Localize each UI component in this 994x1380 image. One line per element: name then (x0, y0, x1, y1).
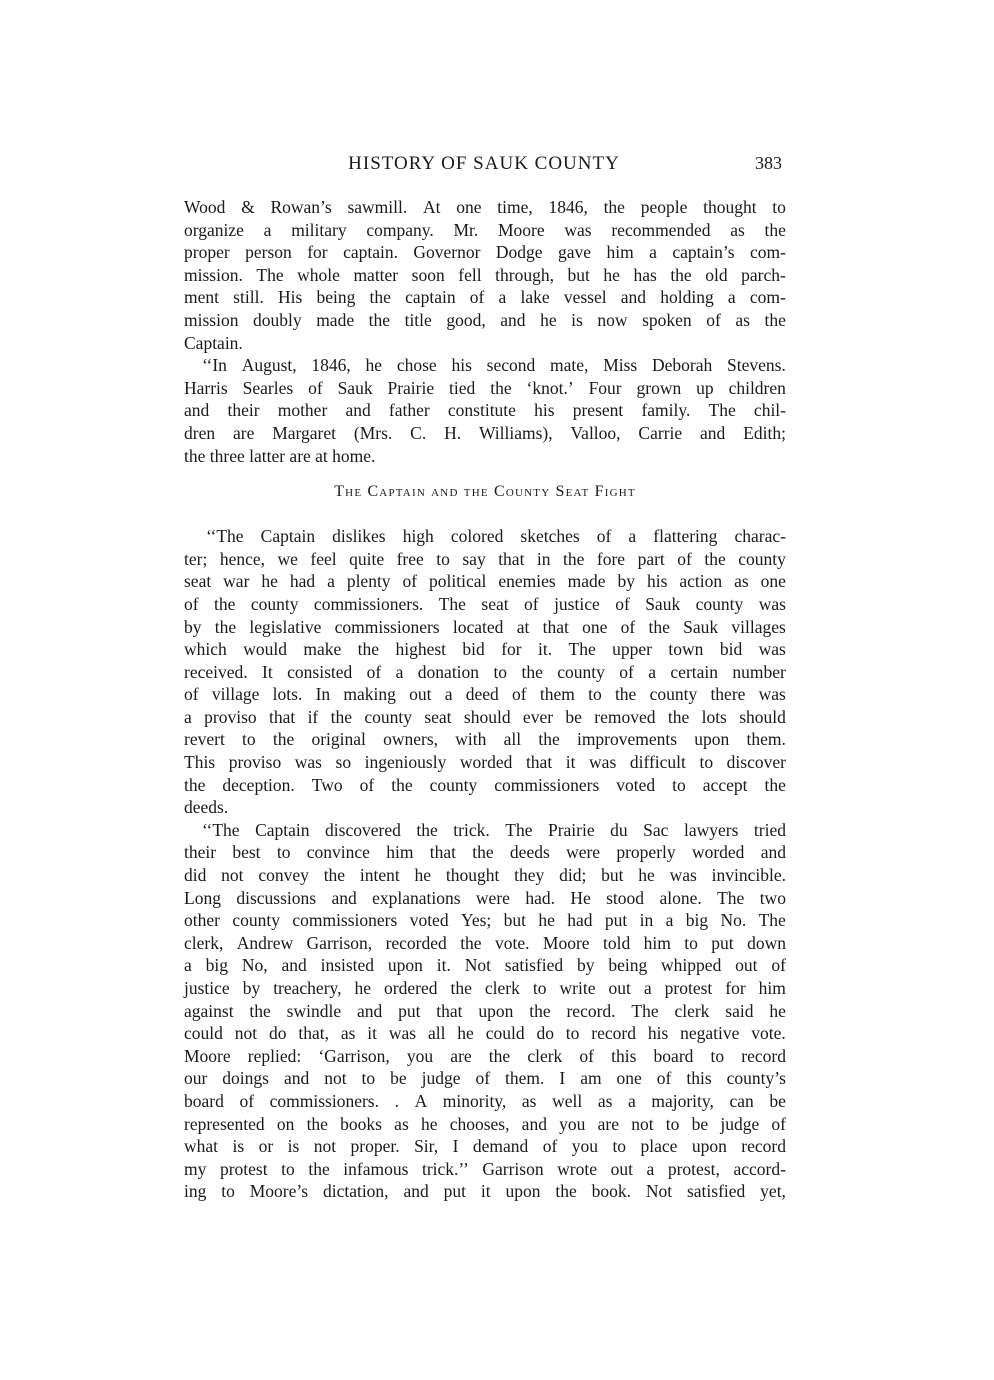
text-line: their best to convince him that the deeds were properly worded and (184, 842, 786, 863)
text-line: ‘‘In August, 1846, he chose his second mate, Miss Deborah Stevens. (202, 355, 786, 376)
text-line: represented on the books as he chooses, and you are not to be judge of (184, 1113, 786, 1134)
text-line: which would make the highest bid for it. The upper town bid was (184, 639, 786, 660)
text-line: Long discussions and explanations were had. He stood alone. The two (184, 887, 786, 908)
text-line: organize a military company. Mr. Moore was recommended as the (184, 219, 786, 240)
text-line: Wood & Rowan’s sawmill. At one time, 1846, the people thought to (184, 197, 786, 217)
paragraph-4 (184, 819, 786, 1203)
text-line: justice by treachery, he ordered the clerk to write out a protest for him (184, 978, 786, 998)
text-line: dren are Margaret (Mrs. C. H. Williams), Valloo, Carrie and Edith; (184, 422, 786, 443)
text-line: the three latter are at home. (184, 445, 376, 466)
paragraph-1 (184, 196, 786, 354)
section-heading-text: The Captain and the County Seat Fight (334, 483, 636, 501)
running-title: HISTORY OF SAUK COUNTY (348, 153, 620, 174)
text-line: proper person for captain. Governor Dodge gave him a captain’s com- (184, 242, 786, 263)
text-line: Harris Searles of Sauk Prairie tied the ‘knot.’ Four grown up children (184, 377, 786, 398)
section-heading (184, 481, 786, 503)
page-number: 383 (755, 153, 782, 173)
text-line: ‘‘The Captain dislikes high colored sketches of a flattering charac- (206, 526, 786, 547)
text-line: mission. The whole matter soon fell through, but he has the old parch- (184, 264, 786, 285)
text-line: deeds. (184, 797, 229, 818)
text-line: of the county commissioners. The seat of justice of Sauk county was (184, 593, 786, 614)
text-line: Moore replied: ‘Garrison, you are the clerk of this board to record (184, 1045, 786, 1066)
text-line: my protest to the infamous trick.’’ Garrison wrote out a protest, accord- (184, 1158, 786, 1179)
body-text (184, 196, 786, 1203)
text-line: the deception. Two of the county commissioners voted to accept the (184, 774, 786, 795)
text-line: clerk, Andrew Garrison, recorded the vote. Moore told him to put down (184, 932, 786, 953)
text-line: did not convey the intent he thought they did; but he was invincible. (184, 865, 786, 886)
text-line: a big No, and insisted upon it. Not satisfied by being whipped out of (184, 955, 786, 976)
text-line: revert to the original owners, with all the improvements upon them. (184, 729, 786, 750)
text-line: what is or is not proper. Sir, I demand of you to place upon record (184, 1136, 786, 1157)
text-line: of village lots. In making out a deed of them to the county there was (184, 684, 786, 705)
text-line: mission doubly made the title good, and he is now spoken of as the (184, 309, 786, 330)
paragraph-2 (184, 354, 786, 467)
text-line: by the legislative commissioners located at that one of the Sauk villages (184, 616, 786, 637)
text-line: ter; hence, we feel quite free to say that in the fore part of the county (184, 548, 786, 569)
text-line: ‘‘The Captain discovered the trick. The Prairie du Sac lawyers tried (202, 819, 786, 840)
text-line: Captain. (184, 332, 243, 353)
text-line: a proviso that if the county seat should ever be removed the lots should (184, 706, 786, 727)
text-line: received. It consisted of a donation to the county of a certain number (184, 661, 786, 682)
text-line: This proviso was so ingeniously worded that it was difficult to discover (184, 752, 786, 773)
text-line: board of commissioners. . A minority, as well as a majority, can be (184, 1090, 786, 1111)
text-line: against the swindle and put that upon the record. The clerk said he (184, 1000, 786, 1021)
text-line: and their mother and father constitute his present family. The chil- (184, 400, 786, 421)
paragraph-3 (184, 525, 786, 819)
running-head (184, 153, 784, 181)
text-line: our doings and not to be judge of them. I am one of this county’s (184, 1068, 786, 1089)
text-line: ing to Moore’s dictation, and put it upon the book. Not satisfied yet, (184, 1181, 786, 1202)
text-line: other county commissioners voted Yes; but he had put in a big No. The (184, 910, 786, 931)
text-line: could not do that, as it was all he could do to record his negative vote. (184, 1023, 786, 1044)
text-line: ment still. His being the captain of a lake vessel and holding a com- (184, 287, 786, 308)
text-line: seat war he had a plenty of political enemies made by his action as one (184, 571, 786, 592)
